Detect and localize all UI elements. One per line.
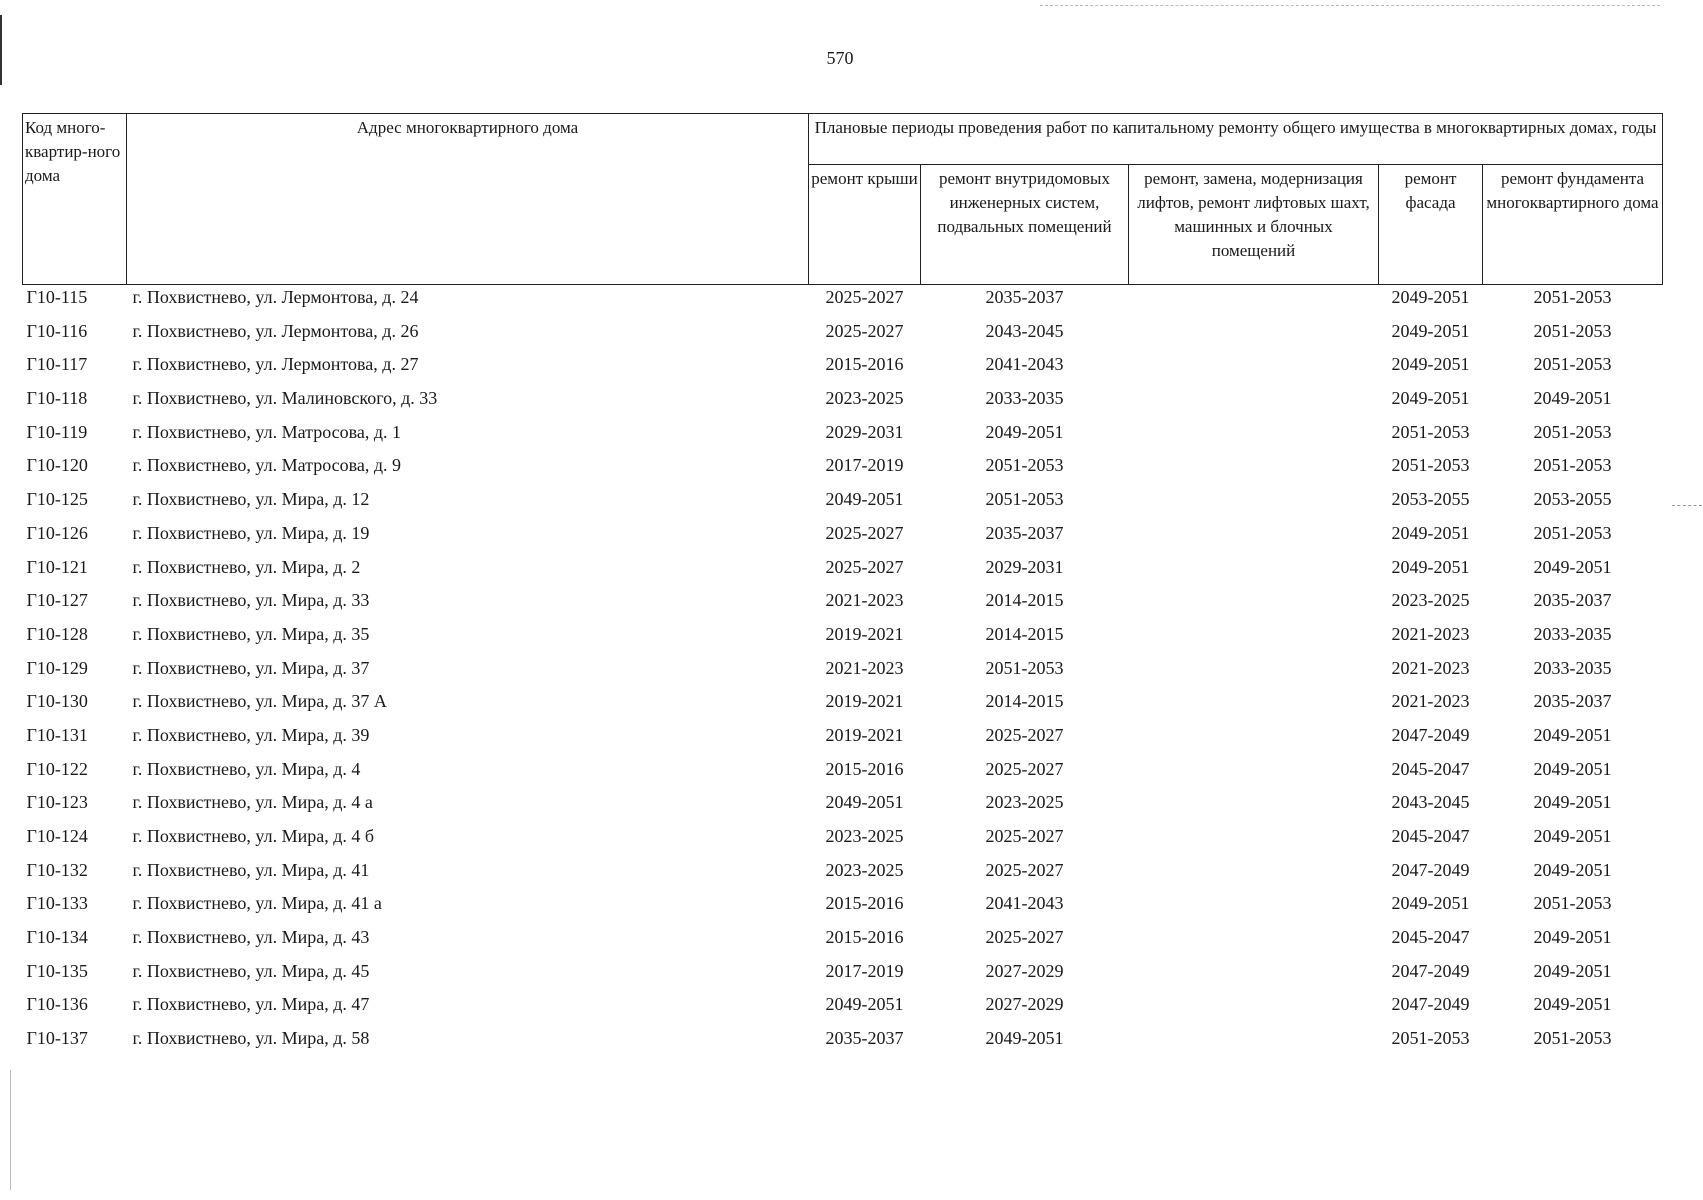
- capital-repair-table: [22, 113, 1663, 1060]
- scan-margin-mark: [10, 1070, 11, 1190]
- cell-foundation: 2051-2053: [1533, 320, 1612, 341]
- cell-facade: 2047-2049: [1391, 724, 1470, 745]
- cell-lifts: [1129, 285, 1379, 319]
- cell-address: г. Похвистнево, ул. Мира, д. 58: [132, 1028, 370, 1049]
- cell-foundation: 2035-2037: [1533, 691, 1612, 712]
- cell-roof: 2025-2027: [825, 287, 904, 307]
- cell-code: Г10-117: [26, 354, 88, 375]
- table-row: [23, 521, 1663, 555]
- header-address: Адрес многоквартирного дома: [127, 114, 809, 285]
- cell-engineering: 2027-2029: [985, 960, 1064, 981]
- cell-code: Г10-130: [26, 691, 88, 712]
- cell-address: г. Похвистнево, ул. Мира, д. 47: [132, 994, 370, 1015]
- cell-address: г. Похвистнево, ул. Мира, д. 43: [132, 927, 370, 948]
- cell-roof: 2019-2021: [825, 724, 904, 745]
- cell-address: г. Похвистнево, ул. Мира, д. 33: [132, 590, 370, 611]
- cell-foundation: 2051-2053: [1533, 421, 1612, 442]
- cell-engineering: 2025-2027: [985, 758, 1064, 779]
- cell-foundation: 2051-2053: [1533, 455, 1612, 476]
- cell-code: Г10-119: [26, 421, 88, 442]
- cell-foundation: 2049-2051: [1533, 724, 1612, 745]
- scan-margin-mark: [1672, 505, 1702, 507]
- table-row: [23, 622, 1663, 656]
- cell-code: Г10-131: [26, 724, 88, 745]
- table-row: [23, 555, 1663, 589]
- cell-roof: 2021-2023: [825, 590, 904, 611]
- cell-facade: 2051-2053: [1391, 1028, 1470, 1049]
- table-row: [23, 319, 1663, 353]
- cell-facade: 2021-2023: [1391, 623, 1470, 644]
- table-row: [23, 925, 1663, 959]
- table-row: [23, 588, 1663, 622]
- cell-address: г. Похвистнево, ул. Мира, д. 4: [132, 758, 361, 779]
- cell-facade: 2047-2049: [1391, 859, 1470, 880]
- cell-facade: 2053-2055: [1391, 489, 1470, 510]
- cell-address: г. Похвистнево, ул. Мира, д. 12: [132, 489, 370, 510]
- cell-foundation: 2051-2053: [1533, 522, 1612, 543]
- cell-foundation: 2049-2051: [1533, 556, 1612, 577]
- cell-address: г. Похвистнево, ул. Матросова, д. 9: [132, 455, 402, 476]
- cell-lifts: [1129, 1026, 1379, 1060]
- cell-facade: 2051-2053: [1391, 421, 1470, 442]
- cell-address: г. Похвистнево, ул. Мира, д. 39: [132, 724, 370, 745]
- cell-code: Г10-137: [26, 1028, 88, 1049]
- cell-roof: 2023-2025: [825, 388, 904, 409]
- header-engineering: ремонт внутридомовых инженерных систем, подвальных помещений: [921, 165, 1129, 285]
- cell-address: г. Похвистнево, ул. Мира, д. 4 а: [132, 792, 373, 813]
- header-roof: ремонт крыши: [809, 165, 921, 285]
- cell-roof: 2015-2016: [825, 893, 904, 914]
- header-foundation: ремонт фундамента многоквартирного дома: [1483, 165, 1663, 285]
- cell-address: г. Похвистнево, ул. Мира, д. 2: [132, 556, 361, 577]
- cell-engineering: 2043-2045: [985, 320, 1064, 341]
- cell-facade: 2049-2051: [1391, 388, 1470, 409]
- cell-foundation: 2049-2051: [1533, 792, 1612, 813]
- cell-roof: 2035-2037: [825, 1028, 904, 1049]
- cell-roof: 2015-2016: [825, 758, 904, 779]
- cell-facade: 2051-2053: [1391, 455, 1470, 476]
- cell-lifts: [1129, 656, 1379, 690]
- cell-facade: 2049-2051: [1391, 320, 1470, 341]
- cell-foundation: 2053-2055: [1533, 489, 1612, 510]
- cell-facade: 2021-2023: [1391, 657, 1470, 678]
- cell-code: Г10-133: [26, 893, 88, 914]
- cell-roof: 2019-2021: [825, 623, 904, 644]
- cell-facade: 2043-2045: [1391, 792, 1470, 813]
- cell-lifts: [1129, 858, 1379, 892]
- table-row: [23, 285, 1663, 319]
- cell-facade: 2021-2023: [1391, 691, 1470, 712]
- cell-address: г. Похвистнево, ул. Лермонтова, д. 26: [132, 320, 419, 341]
- cell-roof: 2023-2025: [825, 859, 904, 880]
- header-facade: ремонт фасада: [1379, 165, 1483, 285]
- cell-lifts: [1129, 386, 1379, 420]
- table-row: [23, 757, 1663, 791]
- cell-engineering: 2023-2025: [985, 792, 1064, 813]
- header-code: Код много-квартир-ного дома: [23, 114, 127, 285]
- cell-engineering: 2033-2035: [985, 388, 1064, 409]
- cell-address: г. Похвистнево, ул. Лермонтова, д. 27: [132, 354, 419, 375]
- cell-engineering: 2027-2029: [985, 994, 1064, 1015]
- table-row: [23, 959, 1663, 993]
- cell-roof: 2015-2016: [825, 927, 904, 948]
- cell-lifts: [1129, 352, 1379, 386]
- cell-engineering: 2014-2015: [985, 590, 1064, 611]
- cell-facade: 2047-2049: [1391, 994, 1470, 1015]
- table-row: [23, 723, 1663, 757]
- cell-code: Г10-115: [26, 287, 88, 307]
- cell-engineering: 2051-2053: [985, 489, 1064, 510]
- cell-roof: 2049-2051: [825, 994, 904, 1015]
- table-row: [23, 487, 1663, 521]
- cell-engineering: 2051-2053: [985, 455, 1064, 476]
- table-row: [23, 453, 1663, 487]
- cell-code: Г10-128: [26, 623, 88, 644]
- table-row: [23, 858, 1663, 892]
- cell-facade: 2047-2049: [1391, 960, 1470, 981]
- cell-engineering: 2049-2051: [985, 1028, 1064, 1049]
- table-row: [23, 1026, 1663, 1060]
- cell-roof: 2021-2023: [825, 657, 904, 678]
- cell-roof: 2017-2019: [825, 960, 904, 981]
- cell-lifts: [1129, 723, 1379, 757]
- cell-address: г. Похвистнево, ул. Мира, д. 35: [132, 623, 370, 644]
- table-row: [23, 790, 1663, 824]
- cell-code: Г10-129: [26, 657, 88, 678]
- cell-code: Г10-122: [26, 758, 88, 779]
- cell-facade: 2049-2051: [1391, 893, 1470, 914]
- cell-lifts: [1129, 521, 1379, 555]
- cell-code: Г10-125: [26, 489, 88, 510]
- cell-foundation: 2049-2051: [1533, 960, 1612, 981]
- cell-engineering: 2025-2027: [985, 859, 1064, 880]
- cell-engineering: 2051-2053: [985, 657, 1064, 678]
- cell-lifts: [1129, 891, 1379, 925]
- cell-foundation: 2033-2035: [1533, 657, 1612, 678]
- cell-roof: 2015-2016: [825, 354, 904, 375]
- cell-address: г. Похвистнево, ул. Мира, д. 37: [132, 657, 370, 678]
- table-row: [23, 352, 1663, 386]
- cell-lifts: [1129, 824, 1379, 858]
- header-lifts: ремонт, замена, модернизация лифтов, ремонт лифтовых шахт, машинных и блочных помещений: [1129, 165, 1379, 285]
- cell-lifts: [1129, 420, 1379, 454]
- cell-code: Г10-121: [26, 556, 88, 577]
- table-row: [23, 824, 1663, 858]
- cell-lifts: [1129, 319, 1379, 353]
- cell-lifts: [1129, 588, 1379, 622]
- cell-lifts: [1129, 622, 1379, 656]
- page-number: 570: [826, 48, 854, 68]
- cell-facade: 2045-2047: [1391, 826, 1470, 846]
- cell-roof: 2025-2027: [825, 556, 904, 577]
- cell-engineering: 2035-2037: [985, 287, 1064, 307]
- cell-code: Г10-123: [26, 792, 88, 813]
- cell-code: Г10-127: [26, 590, 88, 611]
- cell-engineering: 2041-2043: [985, 893, 1064, 914]
- cell-lifts: [1129, 790, 1379, 824]
- cell-address: г. Похвистнево, ул. Мира, д. 45: [132, 960, 370, 981]
- cell-roof: 2049-2051: [825, 489, 904, 510]
- cell-foundation: 2049-2051: [1533, 388, 1612, 409]
- cell-code: Г10-132: [26, 859, 88, 880]
- cell-address: г. Похвистнево, ул. Мира, д. 37 А: [132, 691, 387, 712]
- cell-engineering: 2025-2027: [985, 927, 1064, 948]
- cell-address: г. Похвистнево, ул. Матросова, д. 1: [132, 421, 402, 442]
- cell-lifts: [1129, 453, 1379, 487]
- cell-engineering: 2025-2027: [985, 724, 1064, 745]
- cell-foundation: 2033-2035: [1533, 623, 1612, 644]
- cell-engineering: 2014-2015: [985, 691, 1064, 712]
- cell-lifts: [1129, 555, 1379, 589]
- cell-engineering: 2029-2031: [985, 556, 1064, 577]
- cell-address: г. Похвистнево, ул. Лермонтова, д. 24: [132, 287, 419, 307]
- cell-code: Г10-124: [26, 826, 88, 846]
- cell-roof: 2025-2027: [825, 320, 904, 341]
- table-row: [23, 891, 1663, 925]
- cell-lifts: [1129, 689, 1379, 723]
- cell-foundation: 2051-2053: [1533, 287, 1612, 307]
- cell-roof: 2049-2051: [825, 792, 904, 813]
- cell-foundation: 2051-2053: [1533, 893, 1612, 914]
- cell-engineering: 2049-2051: [985, 421, 1064, 442]
- cell-code: Г10-120: [26, 455, 88, 476]
- cell-lifts: [1129, 487, 1379, 521]
- cell-facade: 2049-2051: [1391, 556, 1470, 577]
- cell-roof: 2019-2021: [825, 691, 904, 712]
- table-body: [23, 285, 1663, 1060]
- scan-margin-mark: [1040, 5, 1660, 7]
- cell-foundation: 2049-2051: [1533, 758, 1612, 779]
- cell-address: г. Похвистнево, ул. Мира, д. 4 б: [132, 826, 375, 846]
- table-row: [23, 992, 1663, 1026]
- cell-foundation: 2049-2051: [1533, 859, 1612, 880]
- cell-lifts: [1129, 925, 1379, 959]
- cell-address: г. Похвистнево, ул. Мира, д. 19: [132, 522, 370, 543]
- cell-roof: 2017-2019: [825, 455, 904, 476]
- cell-address: г. Похвистнево, ул. Мира, д. 41 а: [132, 893, 382, 914]
- table-row: [23, 656, 1663, 690]
- cell-engineering: 2025-2027: [985, 826, 1064, 846]
- cell-code: Г10-126: [26, 522, 88, 543]
- cell-code: Г10-136: [26, 994, 88, 1015]
- cell-lifts: [1129, 757, 1379, 791]
- table-header: [23, 114, 1663, 285]
- cell-facade: 2045-2047: [1391, 758, 1470, 779]
- cell-facade: 2049-2051: [1391, 354, 1470, 375]
- cell-foundation: 2049-2051: [1533, 994, 1612, 1015]
- cell-facade: 2023-2025: [1391, 590, 1470, 611]
- cell-facade: 2049-2051: [1391, 287, 1470, 307]
- cell-facade: 2045-2047: [1391, 927, 1470, 948]
- cell-roof: 2023-2025: [825, 826, 904, 846]
- cell-foundation: 2035-2037: [1533, 590, 1612, 611]
- cell-engineering: 2041-2043: [985, 354, 1064, 375]
- cell-roof: 2025-2027: [825, 522, 904, 543]
- table-row: [23, 689, 1663, 723]
- cell-code: Г10-116: [26, 320, 88, 341]
- cell-foundation: 2051-2053: [1533, 354, 1612, 375]
- cell-roof: 2029-2031: [825, 421, 904, 442]
- table-row: [23, 386, 1663, 420]
- cell-foundation: 2051-2053: [1533, 1028, 1612, 1049]
- cell-code: Г10-118: [26, 388, 88, 409]
- cell-lifts: [1129, 959, 1379, 993]
- cell-code: Г10-134: [26, 927, 88, 948]
- cell-engineering: 2014-2015: [985, 623, 1064, 644]
- header-periods-group: Плановые периоды проведения работ по капитальному ремонту общего имущества в многоквартирных домах, годы: [809, 114, 1663, 165]
- cell-facade: 2049-2051: [1391, 522, 1470, 543]
- cell-foundation: 2049-2051: [1533, 927, 1612, 948]
- cell-address: г. Похвистнево, ул. Мира, д. 41: [132, 859, 370, 880]
- cell-lifts: [1129, 992, 1379, 1026]
- cell-engineering: 2035-2037: [985, 522, 1064, 543]
- cell-code: Г10-135: [26, 960, 88, 981]
- cell-address: г. Похвистнево, ул. Малиновского, д. 33: [132, 388, 438, 409]
- table-row: [23, 420, 1663, 454]
- cell-foundation: 2049-2051: [1533, 826, 1612, 846]
